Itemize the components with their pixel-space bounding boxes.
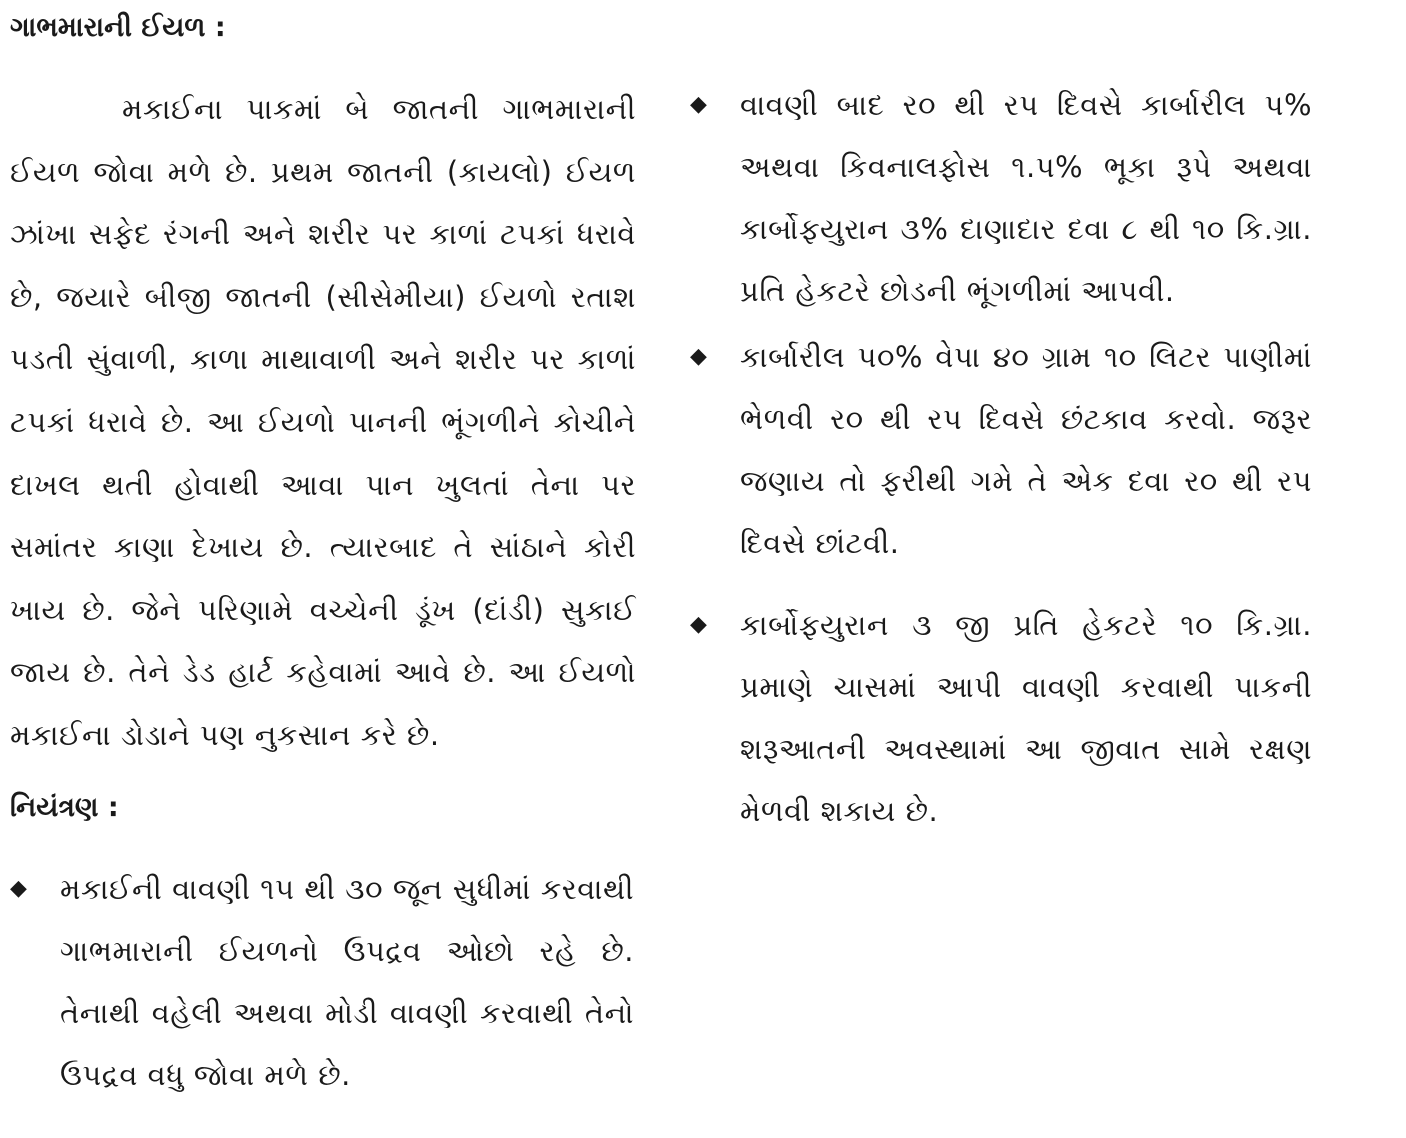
bullet-text: કાર્બારીલ પ૦% વેપા ૪૦ ગ્રામ ૧૦ લિટર પાણીમાં ભેળવી ર૦ થી રપ દિવસે છંટકાવ કરવો. જરૂર જણાય તો ફરીથી ગમે તે એક દવા ર૦ થી રપ દિવસે છાંટવી. <box>740 340 1312 560</box>
diamond-bullet-icon: ◆ <box>690 92 707 117</box>
diamond-bullet-icon: ◆ <box>10 876 27 901</box>
control-bullet-carbaryl-spray <box>690 326 1315 574</box>
control-bullet-carbofuran <box>690 594 1315 842</box>
bullet-text: મકાઈની વાવણી ૧૫ થી ૩૦ જૂન સુધીમાં કરવાથી ગાભમારાની ઈયળનો ઉપદ્રવ ઓછો રહે છે. તેનાથી વહેલી અથવા મોડી વાવણી કરવાથી તેનો ઉપદ્રવ વધુ જોવા મળે છે. <box>60 872 634 1092</box>
stem-borer-description: મકાઈના પાકમાં બે જાતની ગાભમારાની ઈયળ જોવા મળે છે. પ્રથમ જાતની (કાયલો) ઈયળ ઝાંખા સફેદ રંગની અને શરીર પર કાળાં ટપકાં ધરાવે છે, જયારે બીજી જાતની (સીસેમીયા) ઈયળો રતાશ પડતી સુંવાળી, કાળા માથાવાળી અને શરીર પર કાળાં ટપકાં ધરાવે છે. આ ઈયળો પાનની ભૂંગળીને કોચીને દાખલ થતી હોવાથી આવા પાન ખુલતાં તેના પર સમાંતર કાણા દેખાય છે. ત્યારબાદ તે સાંઠાને કોરી ખાય છે. જેને પરિણામે વચ્ચેની ડૂંખ (દાંડી) સુકાઈ જાય છે. તેને ડેડ હાર્ટ કહેવામાં આવે છે. આ ઈયળો મકાઈના ડોડાને પણ નુકસાન કરે છે. <box>10 92 636 752</box>
diamond-bullet-icon: ◆ <box>690 612 707 637</box>
diamond-bullet-icon: ◆ <box>690 344 707 369</box>
bullet-text: કાર્બોફયુરાન ૩ જી પ્રતિ હેકટરે ૧૦ કિ.ગ્રા. પ્રમાણે ચાસમાં આપી વાવણી કરવાથી પાકની શરૂઆતની અવસ્થામાં આ જીવાત સામે રક્ષણ મેળવી શકાય છે. <box>740 608 1312 828</box>
control-bullet-sowing-time <box>10 858 636 1106</box>
section-heading-stem-borer: ગાભમારાની ઈયળ : <box>10 12 226 43</box>
section-heading-control: નિયંત્રણ : <box>10 792 119 823</box>
control-bullet-carbaryl-dust <box>690 74 1315 322</box>
bullet-text: વાવણી બાદ ર૦ થી રપ દિવસે કાર્બારીલ પ% અથવા કિવનાલફોસ ૧.પ% ભૂકા રૂપે અથવા કાર્બોફયુરાન ૩% દાણાદાર દવા ૮ થી ૧૦ કિ.ગ્રા. પ્રતિ હેકટરે છોડની ભૂંગળીમાં આપવી. <box>740 88 1312 308</box>
